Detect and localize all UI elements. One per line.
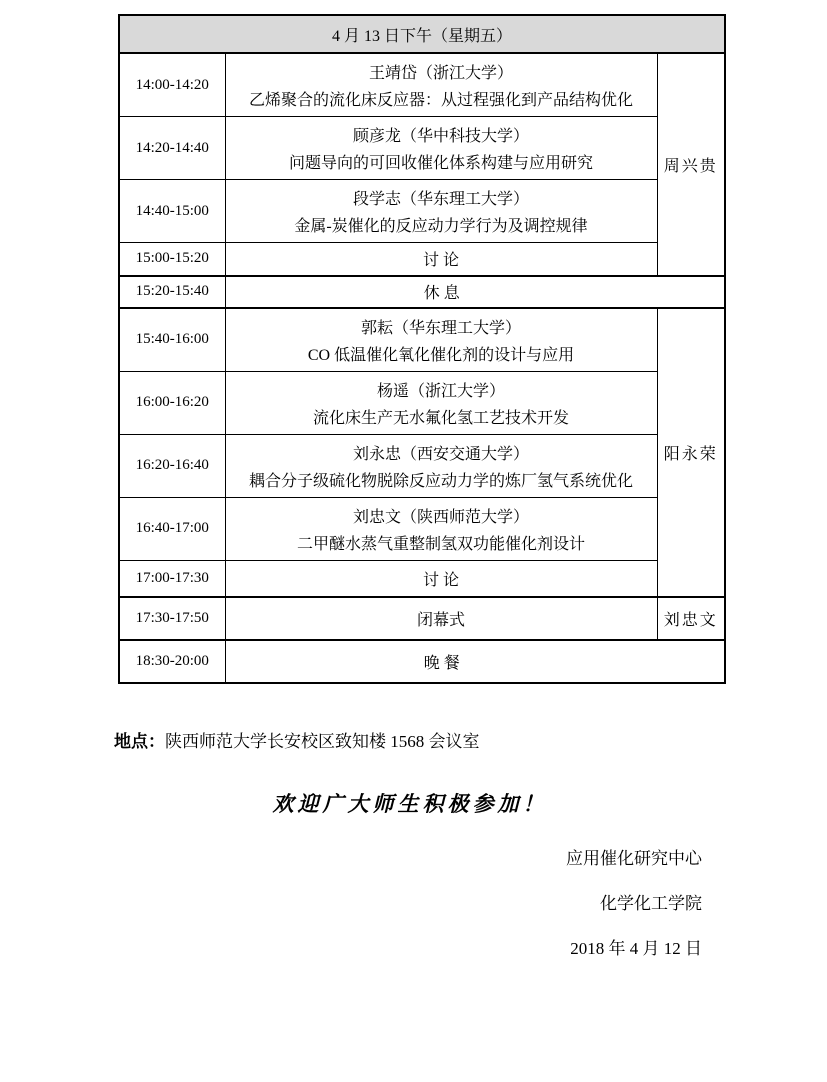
talk-title: 二甲醚水蒸气重整制氢双功能催化剂设计 bbox=[296, 535, 585, 553]
speaker-name: 王靖岱（浙江大学） bbox=[368, 65, 513, 82]
location-line bbox=[114, 727, 480, 752]
talk-title: 流化床生产无水氟化氢工艺技术开发 bbox=[312, 409, 569, 427]
chair-cell: 刘忠文 bbox=[657, 597, 725, 640]
time-cell: 15:40-16:00 bbox=[119, 308, 225, 372]
talk-title: 耦合分子级硫化物脱除反应动力学的炼厂氢气系统优化 bbox=[248, 472, 633, 490]
time-cell: 15:20-15:40 bbox=[119, 276, 225, 308]
time-cell: 14:20-14:40 bbox=[119, 117, 225, 180]
signature-line-date: 2018 年 4 月 12 日 bbox=[570, 939, 702, 958]
signature-block bbox=[566, 836, 702, 971]
table-row bbox=[119, 308, 725, 372]
time-cell: 17:30-17:50 bbox=[119, 597, 225, 640]
speaker-name: 刘永忠（西安交通大学） bbox=[352, 445, 529, 463]
discussion-cell: 讨 论 bbox=[225, 560, 657, 597]
speaker-name: 段学志（华东理工大学） bbox=[352, 191, 529, 208]
time-cell: 16:00-16:20 bbox=[119, 371, 225, 434]
break-cell: 休 息 bbox=[225, 276, 725, 308]
time-cell: 16:40-17:00 bbox=[119, 497, 225, 560]
table-row bbox=[119, 276, 725, 308]
talk-cell bbox=[225, 180, 657, 243]
chair-cell: 阳永荣 bbox=[657, 308, 725, 598]
talk-title: CO 低温催化氧化催化剂的设计与应用 bbox=[307, 346, 575, 364]
talk-cell bbox=[225, 497, 657, 560]
talk-cell bbox=[225, 117, 657, 180]
talk-cell bbox=[225, 434, 657, 497]
table-row bbox=[119, 243, 725, 276]
closing-ceremony-cell: 闭幕式 bbox=[225, 597, 657, 640]
time-cell: 16:20-16:40 bbox=[119, 434, 225, 497]
chair-cell: 周兴贵 bbox=[657, 53, 725, 276]
time-cell: 14:40-15:00 bbox=[119, 180, 225, 243]
talk-title: 金属-炭催化的反应动力学行为及调控规律 bbox=[294, 218, 588, 235]
speaker-name: 杨遥（浙江大学） bbox=[376, 382, 505, 400]
session-header-row bbox=[119, 15, 725, 53]
table-row bbox=[119, 434, 725, 497]
speaker-name: 郭耘（华东理工大学） bbox=[360, 319, 521, 337]
time-cell: 14:00-14:20 bbox=[119, 53, 225, 117]
session-header: 4 月 13 日下午（星期五） bbox=[119, 15, 725, 53]
table-row bbox=[119, 560, 725, 597]
discussion-cell: 讨 论 bbox=[225, 243, 657, 276]
time-cell: 17:00-17:30 bbox=[119, 560, 225, 597]
time-cell: 18:30-20:00 bbox=[119, 640, 225, 683]
signature-line-school: 化学化工学院 bbox=[600, 894, 702, 913]
location-value: 陕西师范大学长安校区致知楼 1568 会议室 bbox=[165, 732, 480, 751]
table-row bbox=[119, 180, 725, 243]
table-row bbox=[119, 597, 725, 640]
schedule-table bbox=[118, 14, 726, 684]
talk-title: 问题导向的可回收催化体系构建与应用研究 bbox=[288, 155, 593, 172]
table-row bbox=[119, 53, 725, 117]
table-row bbox=[119, 117, 725, 180]
speaker-name: 刘忠文（陕西师范大学） bbox=[352, 508, 529, 526]
signature-line-organization: 应用催化研究中心 bbox=[566, 849, 702, 868]
location-label: 地点： bbox=[114, 732, 165, 751]
talk-cell bbox=[225, 308, 657, 372]
welcome-message: 欢迎广大师生积极参加！ bbox=[272, 792, 548, 816]
table-row bbox=[119, 497, 725, 560]
table-row bbox=[119, 640, 725, 683]
talk-cell bbox=[225, 53, 657, 117]
time-cell: 15:00-15:20 bbox=[119, 243, 225, 276]
talk-cell bbox=[225, 371, 657, 434]
talk-title: 乙烯聚合的流化床反应器：从过程强化到产品结构优化 bbox=[248, 92, 633, 109]
table-row bbox=[119, 371, 725, 434]
speaker-name: 顾彦龙（华中科技大学） bbox=[352, 128, 529, 145]
dinner-cell: 晚 餐 bbox=[225, 640, 725, 683]
